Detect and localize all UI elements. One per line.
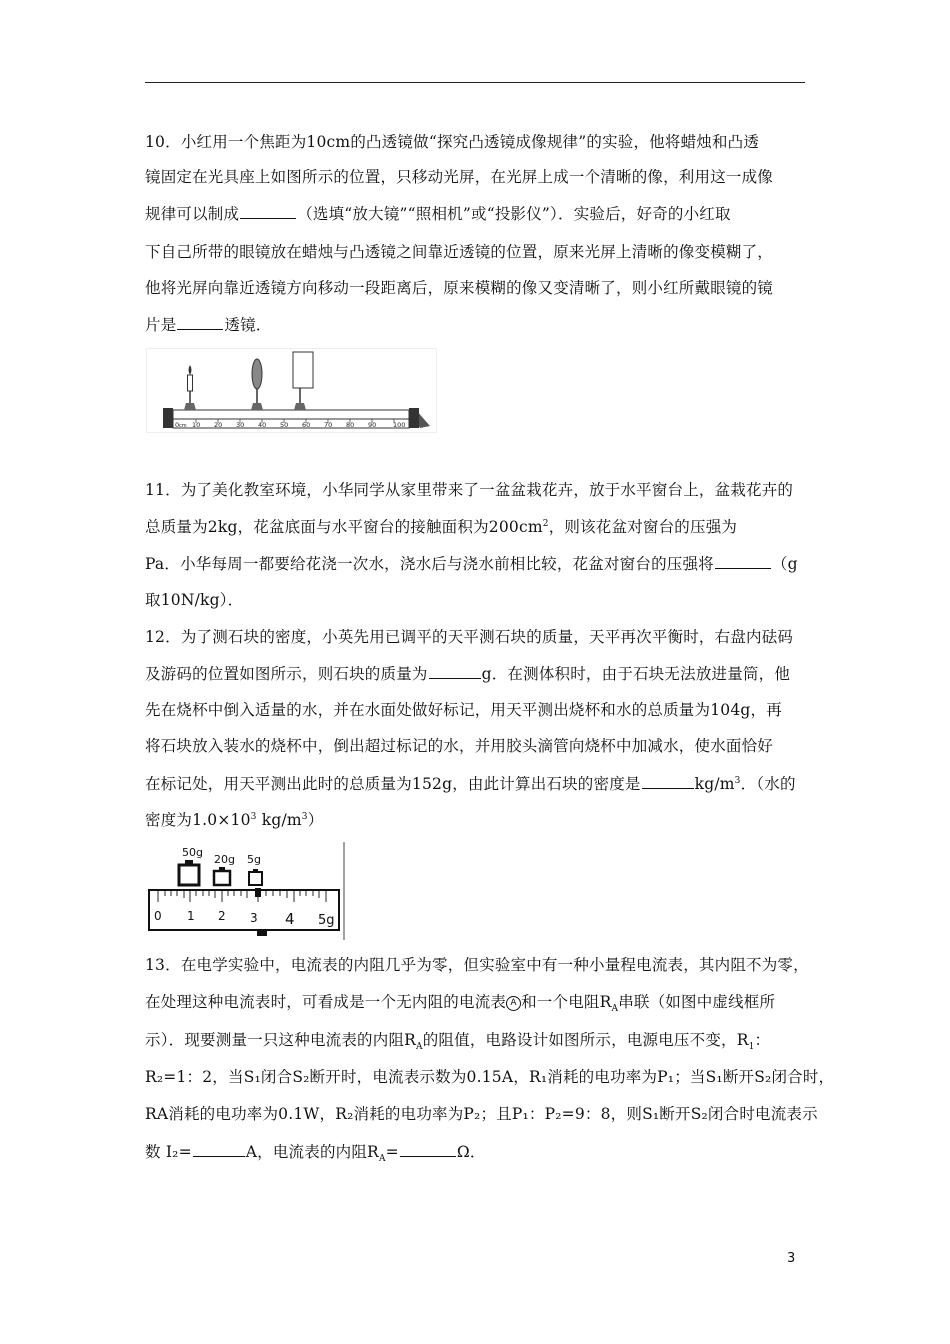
answer-blank [400,1155,456,1157]
answer-blank [429,677,481,679]
scale-label: 3 [250,911,258,925]
q12-line-2: 及游码的位置如图所示，则石块的质量为 g．在测体积时，由于石块无法放进量筒，他 [145,665,791,683]
q12-line-3: 先在烧杯中倒入适量的水，并在水面处做好标记，用天平测出烧杯和水的总质量为104g，再 [145,701,782,719]
optical-bench-figure [146,348,438,433]
scale-label: 4 [285,910,295,928]
ruler-tick: 10 [192,421,201,429]
answer-blank [642,787,694,789]
weight-label-20g: 20g [214,853,235,866]
q11-line-1: 11．为了美化教室环境，小华同学从家里带来了一盆盆栽花卉，放于水平窗台上，盆栽花卉的 [145,481,794,499]
ruler-tick: 100 [393,421,406,429]
candle [184,365,196,410]
q13-line-5: RA消耗的电功率为0.1W，R₂消耗的电功率为P₂；且P₁：P₂=9：8，则S₁断开S₂闭合时电流表示 [145,1105,818,1123]
ruler-tick: 30 [236,421,245,429]
q10-line-3: 规律可以制成 （选填“放大镜”“照相机”或“投影仪”）．实验后，好奇的小红取 [145,205,731,223]
answer-blank [240,217,296,219]
scale-foot [257,929,267,936]
balance-weights-figure [146,842,348,940]
weight-20g [214,867,230,885]
q12-line-6: 密度为$1.0\times 10^3$ $kg/m^3$） [145,811,324,829]
q11-line-3: Pa．小华每周一都要给花浇一次水，浇水后与浇水前相比较，花盆对窗台的压强将 （g [145,555,798,573]
answer-blank [177,328,223,330]
ammeter-icon: A [506,996,521,1011]
q13-line-3: 示）．现要测量一只这种电流表的内阻$R_A$的阻值，电路设计如图所示，电源电压不变，$R_1$： [145,1031,771,1053]
ruler-tick: 80 [346,421,355,429]
ruler-tick: 70 [324,421,333,429]
q12-line-1: 12．为了测石块的密度，小英先用已调平的天平测石块的质量，天平再次平衡时，右盘内砝码 [145,628,794,646]
q13-line-2: 在处理这种电流表时，可看成是一个无内阻的电流表 A 和一个电阻$R_A$串联（如图中虚线框所 [145,993,776,1015]
answer-blank [715,567,771,569]
light-screen [293,352,313,410]
weight-5g [249,869,262,885]
weight-50g [179,860,199,885]
q13-line-4: R₂=1：2，当S₁闭合S₂断开时，电流表示数为0.15A，R₁消耗的电功率为P₁；当S₁断开S₂闭合时， [145,1068,835,1086]
page-number: 3 [787,1251,796,1266]
scale-label: 5g [318,913,335,928]
weight-label-50g: 50g [182,846,203,859]
scale-label: 1 [187,909,195,923]
ruler-unit: cm [179,423,187,429]
ruler-tick: 90 [368,421,377,429]
ruler-tick: 40 [258,421,267,429]
answer-blank [193,1155,245,1157]
q10-line-1: 10．小红用一个焦距为10cm的凸透镜做“探究凸透镜成像规律”的实验，他将蜡烛和凸透 [145,133,760,151]
q10-line-4: 下自己所带的眼镜放在蜡烛与凸透镜之间靠近透镜的位置，原来光屏上清晰的像变模糊了， [145,243,774,261]
convex-lens [251,359,263,410]
q12-line-5: 在标记处，用天平测出此时的总质量为152g，由此计算出石块的密度是 $kg/m^3$．（水的 [145,775,796,793]
ruler-tick: 20 [214,421,223,429]
scale-label: 0 [154,909,162,923]
header-rule [145,82,805,83]
q11-line-2: 总质量为2kg，花盆底面与水平窗台的接触面积为$200cm^2$，则该花盆对窗台的压强为 [145,518,738,536]
ruler-tick: 60 [302,421,311,429]
q12-line-4: 将石块放入装水的烧杯中，倒出超过标记的水，并用胶头滴管向烧杯中加减水，使水面恰好 [145,737,774,755]
rider-marker [255,888,261,897]
ruler-tick: 0 [175,421,180,429]
q10-line-5: 他将光屏向靠近透镜方向移动一段距离后，原来模糊的像又变清晰了，则小红所戴眼镜的镜 [145,279,774,297]
q10-line-6: 片是 透镜． [145,316,272,334]
q13-line-1: 13．在电学实验中，电流表的内阻几乎为零，但实验室中有一种小量程电流表，其内阻不为零， [145,956,809,974]
q13-line-6: 数 I₂= A，电流表的内阻$R_A= \Omega$． [145,1143,486,1165]
ruler-tick: 50 [280,421,289,429]
scale-label: 2 [218,909,226,923]
weight-label-5g: 5g [247,853,261,866]
q11-line-4: 取10N/kg）． [145,591,244,609]
q10-line-2: 镜固定在光具座上如图所示的位置，只移动光屏，在光屏上成一个清晰的像，利用这一成像 [145,168,774,186]
